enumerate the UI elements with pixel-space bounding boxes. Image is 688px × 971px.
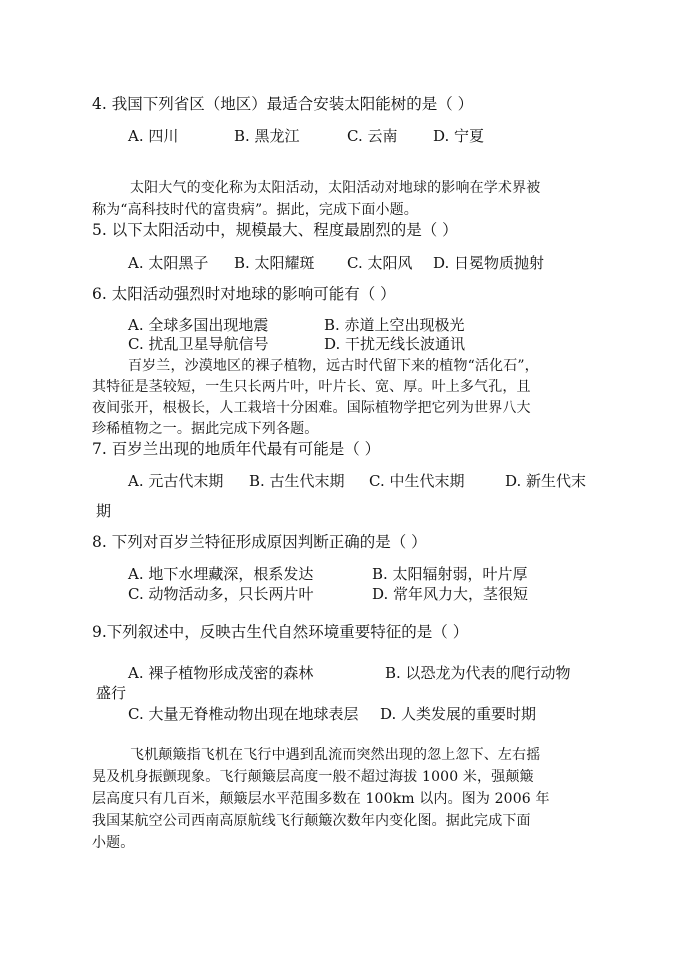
passage3-line4: 我国某航空公司西南高原航线飞行颠簸次数年内变化图。据此完成下面 [92,813,531,829]
q7-option-a: A. 元古代末期 [128,472,224,490]
q8-options-row1 [0,567,688,585]
q8-option-b: B. 太阳辐射弱，叶片厚 [372,565,528,583]
q5-option-c: C. 太阳风 [347,254,413,272]
q5-option-d: D. 日冕物质抛射 [433,254,545,272]
q7-options [0,474,688,492]
q6-options-row1 [0,318,688,336]
q5-options [0,256,688,274]
passage1-line2: 称为“高科技时代的富贵病”。据此，完成下面小题。 [92,202,418,218]
passage2-line2: 其特征是茎较短，一生只长两片叶，叶片长、宽、厚。叶上多气孔，且 [92,379,531,395]
passage2-line3: 夜间张开，根极长，人工栽培十分困难。国际植物学把它列为世界八大 [92,400,531,416]
q8-option-d: D. 常年风力大，茎很短 [372,585,529,603]
passage2-line1: 百岁兰，沙漠地区的裸子植物，远古时代留下来的植物“活化石”， [128,358,539,374]
q9-option-d: D. 人类发展的重要时期 [380,705,537,723]
passage1-line1: 太阳大气的变化称为太阳活动，太阳活动对地球的影响在学术界被 [130,180,541,196]
q9-option-b: B. 以恐龙为代表的爬行动物 [385,664,571,682]
q8-options-row2 [0,587,688,605]
q5-stem: 5. 以下太阳活动中，规模最大、程度最剧烈的是（ ） [92,221,458,239]
q6-option-d: D. 干扰无线长波通讯 [324,335,466,353]
q9-option-a: A. 裸子植物形成茂密的森林 [128,664,314,682]
passage2-line4: 珍稀植物之一。据此完成下列各题。 [92,421,319,437]
q9-options-row1 [0,666,688,684]
q4-option-a: A. 四川 [128,127,179,145]
q7-option-d-wrap: 期 [96,502,112,520]
q6-options-row2 [0,337,688,355]
q4-stem: 4. 我国下列省区（地区）最适合安装太阳能树的是（ ） [92,95,474,113]
q7-option-b: B. 古生代末期 [249,472,345,490]
q4-option-c: C. 云南 [347,127,398,145]
q6-option-b: B. 赤道上空出现极光 [324,316,465,334]
q6-option-a: A. 全球多国出现地震 [128,316,269,334]
q4-option-b: B. 黑龙江 [234,127,300,145]
q4-option-d: D. 宁夏 [433,127,485,145]
q8-stem: 8. 下列对百岁兰特征形成原因判断正确的是（ ） [92,533,427,551]
q4-options [0,129,688,147]
q9-stem: 9.下列叙述中，反映古生代自然环境重要特征的是（ ） [92,623,469,641]
q9-option-b-wrap: 盛行 [96,684,127,702]
passage3-line3: 层高度只有几百米，颠簸层水平范围多数在 100km 以内。图为 2006 年 [92,791,550,807]
q5-option-b: B. 太阳耀斑 [234,254,315,272]
q7-stem: 7. 百岁兰出现的地质年代最有可能是（ ） [92,440,381,458]
q7-option-c: C. 中生代末期 [369,472,465,490]
passage3-line1: 飞机颠簸指飞机在飞行中遇到乱流而突然出现的忽上忽下、左右摇 [130,747,541,763]
q7-option-d: D. 新生代末 [505,472,587,490]
q5-option-a: A. 太阳黑子 [128,254,209,272]
passage3-line5: 小题。 [92,835,135,851]
q9-option-c: C. 大量无脊椎动物出现在地球表层 [128,705,359,723]
passage3-line2: 晃及机身振颤现象。飞行颠簸层高度一般不超过海拔 1000 米，强颠簸 [92,769,534,785]
q8-option-c: C. 动物活动多，只长两片叶 [128,585,314,603]
q9-options-row2 [0,707,688,725]
q6-stem: 6. 太阳活动强烈时对地球的影响可能有（ ） [92,285,396,303]
q6-option-c: C. 扰乱卫星导航信号 [128,335,269,353]
q8-option-a: A. 地下水埋藏深，根系发达 [128,565,314,583]
